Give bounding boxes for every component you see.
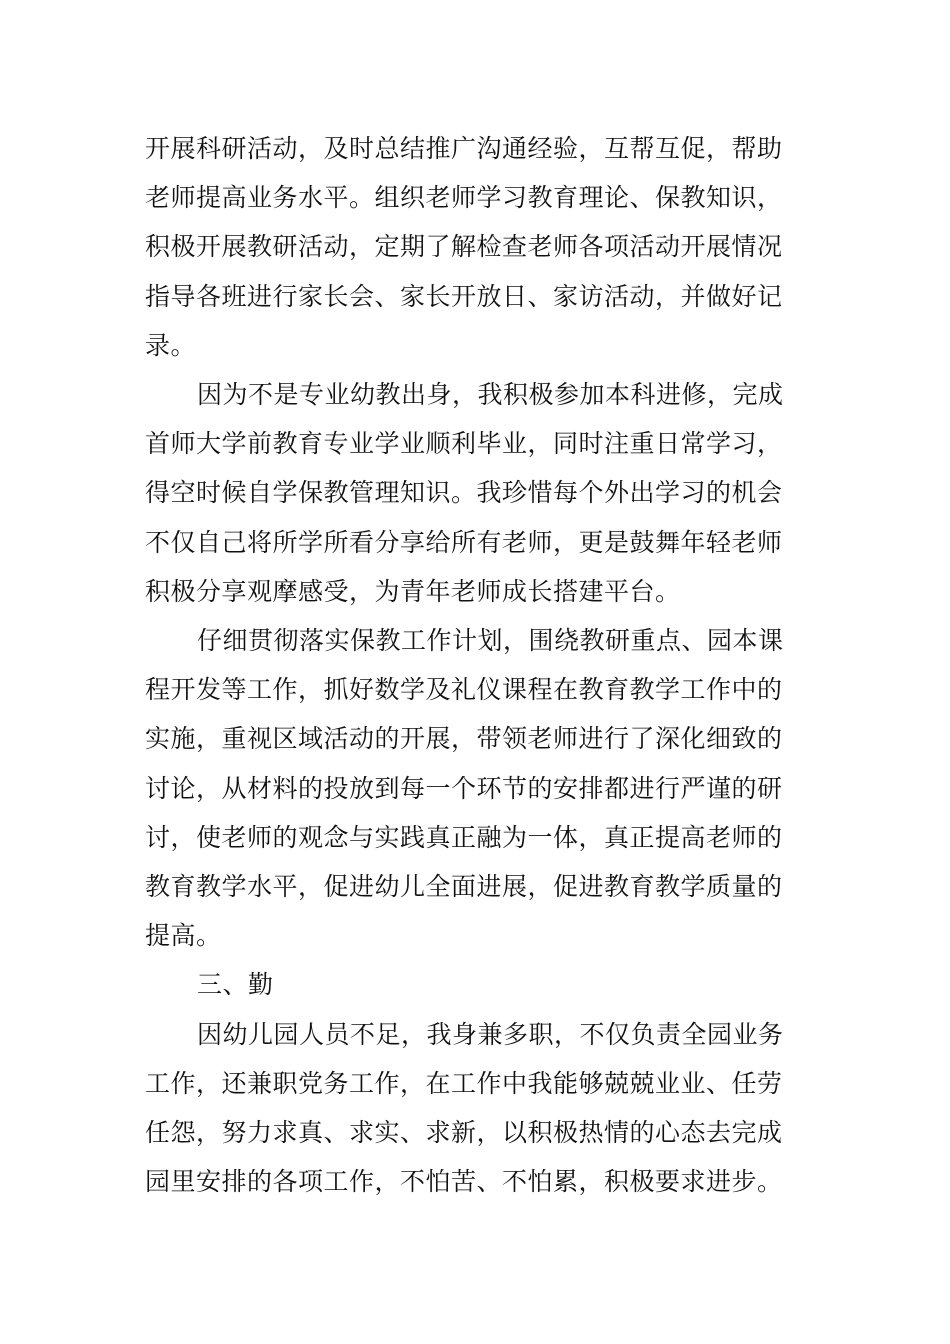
section-heading-qin: 三、勤 xyxy=(197,970,274,1000)
paragraph-3: 仔细贯彻落实保教工作计划，围绕教研重点、园本课 程开发等工作，抓好数学及礼仪课程在教育教学工作中的 实施，重视区域活动的开展，带领老师进行了深化细致的 讨论，从材料的投放到每一个环节的安排都进行严谨的研 讨，使老师的观念与实践真正融为一体，真正提高老师的 教育教学水平，促进幼儿全面进展，促进教育教学质量的 提高。 xyxy=(145,626,784,951)
document-body xyxy=(145,124,810,1206)
paragraph-4: 因幼儿园人员不足，我身兼多职，不仅负责全园业务 工作，还兼职党务工作，在工作中我能够兢兢业业、任劳 任怨，努力求真、求实、求新，以积极热情的心态去完成 园里安排的各项工作，不怕苦、不怕累，积极要求进步。 xyxy=(145,1019,784,1197)
paragraph-1: 开展科研活动，及时总结推广沟通经验，互帮互促，帮助 老师提高业务水平。组织老师学习教育理论、保教知识， 积极开展教研活动，定期了解检查老师各项活动开展情况 指导各班进行家长会、家长开放日、家访活动，并做好记 录。 xyxy=(145,134,783,360)
paragraph-2: 因为不是专业幼教出身，我积极参加本科进修，完成 首师大学前教育专业学业顺利毕业，同时注重日常学习， 得空时候自学保教管理知识。我珍惜每个外出学习的机会 不仅自己将所学所看分享给所有老师，更是鼓舞年轻老师 积极分享观摩感受，为青年老师成长搭建平台。 xyxy=(145,380,784,606)
